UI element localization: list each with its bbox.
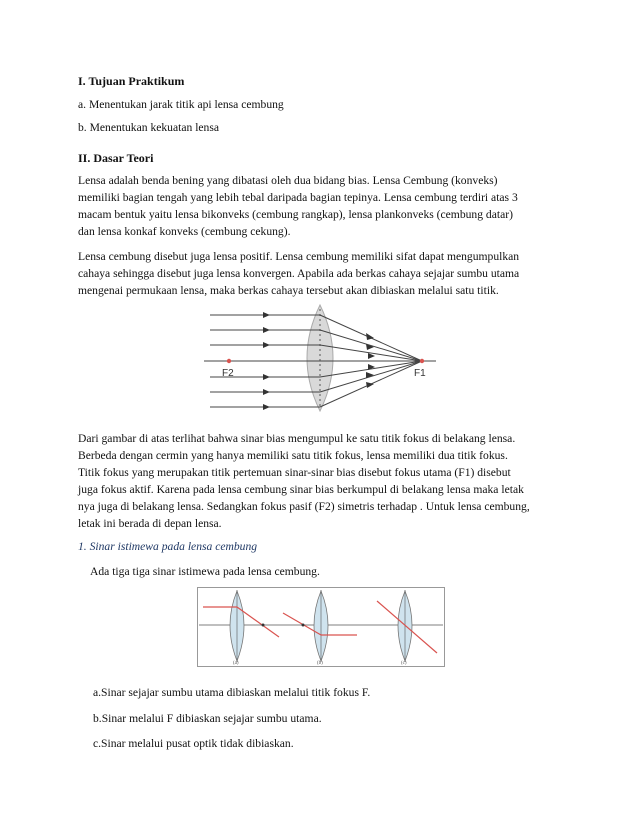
objective-item-a: a. Menentukan jarak titik api lensa cembung: [78, 98, 284, 111]
ray-rule-a: a.Sinar sejajar sumbu utama dibiaskan melalui titik fokus F.: [93, 686, 371, 699]
para3-line1: Dari gambar di atas terlihat bahwa sinar bias mengumpul ke satu titik fokus di belakang lensa.: [78, 432, 516, 445]
special-rays-figure: [197, 587, 445, 667]
para3-line4: juga fokus aktif. Karena pada lensa cembung sinar bias berkumpul di belakang lensa maka letak: [78, 483, 524, 496]
caption-c: (c): [401, 661, 407, 666]
objective-item-b: b. Menentukan kekuatan lensa: [78, 121, 220, 134]
para1-line3: macam bentuk yaitu lensa bikonveks (cembung rangkap), lensa plankonveks (cembung datar): [78, 208, 513, 221]
special-rays-intro: Ada tiga tiga sinar istimewa pada lensa cembung.: [90, 565, 320, 578]
focus-label-f1: F1: [414, 368, 426, 379]
para1-line4: dan lensa konkaf konveks (cembung cekung).: [78, 225, 291, 238]
subheading-special-rays: 1. Sinar istimewa pada lensa cembung: [78, 540, 258, 553]
para2-line2: cahaya sehingga disebut juga lensa konvergen. Apabila ada berkas cahaya sejajar sumbu utama: [78, 267, 520, 280]
para3-line5: nya juga di belakang lensa. Sedangkan fokus pasif (F2) simetris terhadap . Untuk lensa cembung,: [78, 500, 530, 513]
focus-label-f2: F2: [222, 368, 234, 379]
para3-line6: letak ini berada di depan lensa.: [78, 517, 222, 530]
ray-rule-c: c.Sinar melalui pusat optik tidak dibiaskan.: [93, 737, 294, 750]
section1-heading: I. Tujuan Praktikum: [78, 74, 185, 88]
section2-heading: II. Dasar Teori: [78, 151, 154, 165]
para2-line1: Lensa cembung disebut juga lensa positif. Lensa cembung memiliki sifat dapat mengumpulkan: [78, 250, 520, 263]
para1-line2: memiliki bagian tengah yang lebih tebal daripada bagian tepinya. Lensa cembung terdiri atas 3: [78, 191, 518, 204]
caption-b: (b): [317, 661, 323, 666]
para3-line2: Berbeda dengan cermin yang hanya memiliki satu titik fokus, lensa memiliki dua titik fokus.: [78, 449, 508, 462]
ray-rule-b: b.Sinar melalui F dibiaskan sejajar sumbu utama.: [93, 712, 322, 725]
para2-line3: mengenai permukaan lensa, maka berkas cahaya tersebut akan dibiaskan melalui satu titik.: [78, 284, 499, 297]
caption-a: (a): [233, 661, 239, 666]
convex-lens-figure: [200, 303, 440, 413]
para1-line1: Lensa adalah benda bening yang dibatasi oleh dua bidang bias. Lensa Cembung (konveks): [78, 174, 498, 187]
para3-line3: Titik fokus yang merupakan titik pertemuan sinar-sinar bias disebut fokus utama (F1) disebut: [78, 466, 511, 479]
